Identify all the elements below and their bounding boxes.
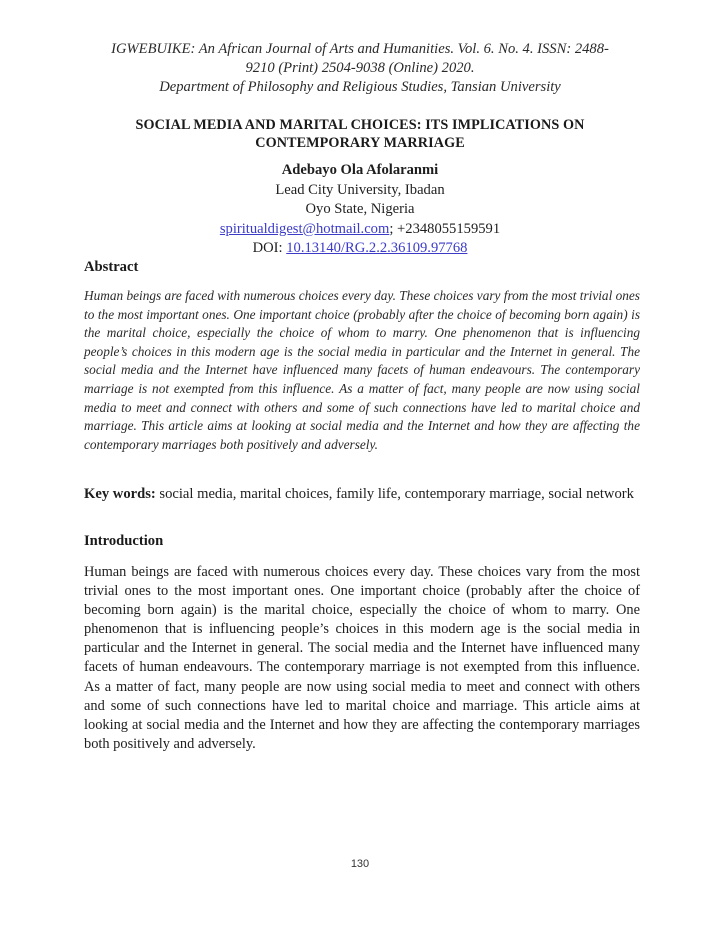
doi-link[interactable]: 10.13140/RG.2.2.36109.97768 (286, 240, 468, 256)
author-location: Oyo State, Nigeria (305, 201, 415, 217)
author-name: Adebayo Ola Afolaranmi (281, 162, 439, 178)
author-block (60, 161, 660, 259)
abstract-text: Human beings are faced with numerous choices every day. These choices vary from the most trivial ones to the most important ones. One important choice (probably after the choice of becoming born again) is the marital choice, especially the choice of whom to marry. One phenomenon that is influencing people’s choices in this modern age is the social media in particular and the Internet in general. The social media and the Internet have influenced many facets of human endeavours. The contemporary marriage is not exempted from this influence. As a matter of fact, many people are now using social media to meet and connect with others and some of such connections have led to marital choice and marriage. This article aims at looking at social media and the Internet and how they are affecting the contemporary marriages both positively and adversely. (84, 288, 640, 452)
keywords (84, 485, 640, 505)
page-number: 130 (350, 858, 370, 870)
author-contact (60, 220, 660, 240)
keywords-text: social media, marital choices, family life, contemporary marriage, social network (155, 486, 634, 502)
doi-line (60, 239, 660, 259)
journal-header-line-2: 9210 (Print) 2504-9038 (Online) 2020. (245, 60, 475, 76)
introduction-text: Human beings are faced with numerous choices every day. These choices vary from the most trivial ones to the most important ones. One important choice (probably after the choice of becoming born again) is the marital choice, especially the choice of whom to marry. One phenomenon that is influencing people’s choices in this modern age is the social media in particular and the Internet in general. The social media and the Internet have influenced many facets of human endeavours. The contemporary marriage is not exempted from this influence. As a matter of fact, many people are now using social media to meet and connect with others and some of such connections have led to marital choice and marriage. This article aims at looking at social media and the Internet and how they are affecting the contemporary marriages both positively and adversely. (84, 564, 640, 752)
email-link[interactable]: spiritualdigest@hotmail.com (219, 220, 390, 237)
paper-title-line-1: SOCIAL MEDIA AND MARITAL CHOICES: ITS IMPLICATIONS ON (135, 117, 585, 133)
doi-label: DOI: (252, 240, 287, 256)
keywords-label: Key words: (84, 486, 156, 502)
author-affiliation: Lead City University, Ibadan (275, 181, 445, 198)
paper-title (60, 116, 660, 152)
journal-header-line-3: Department of Philosophy and Religious Studies, Tansian University (159, 79, 561, 95)
introduction-heading: Introduction (84, 533, 164, 549)
journal-header-line-1: IGWEBUIKE: An African Journal of Arts and Humanities. Vol. 6. No. 4. ISSN: 2488- (111, 41, 609, 57)
author-phone: ; +2348055159591 (389, 220, 501, 237)
abstract-heading: Abstract (84, 259, 139, 275)
journal-header (60, 40, 660, 97)
paper-title-line-2: CONTEMPORARY MARRIAGE (255, 135, 465, 151)
